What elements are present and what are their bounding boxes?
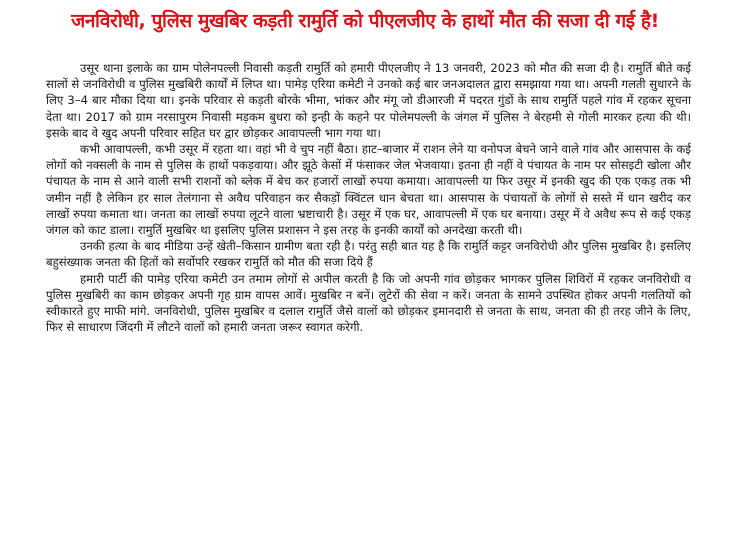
paragraph-4: हमारी पार्टी की पामेड़ एरिया कमेटी उन तमाम लोगों से अपील करती है कि जो अपनी गांव छोड़कर भागकर पुलिस शिविरों में रहकर जनविरोधी व पुलिस मुखबिरी का काम छोड़कर अपनी गृह ग्राम वापस आवें। मुखबिर न बनें। लुटेरों की सेवा न करें। जनता के सामने उपस्थित होकर अपनी गलतियों को स्वीकारते हुए माफी मांगे. जनविरोधी, पुलिस मुखबिर व दलाल रामुर्ति जैसे वालों को छोड़कर इमानदारी से जनता के साथ, जनता की ही तरह जीने के लिए, फिर से साधारण जिंदगी में लौटने वालों को हमारी जनता जरूर स्वागत करेगी. — [46, 271, 692, 335]
document-body — [46, 60, 691, 335]
paragraph-3: उनकी हत्या के बाद मीडिया उन्हें खेती–किसान ग्रामीण बता रही है। परंतु सही बात यह है कि रामुर्ति कट्टर जनविरोधी और पुलिस मुखबिर है। इसलिए बहुसंख्याक जनता की हितों को सर्वोपरि रखकर रामुर्ति को मौत की सजा दिये हैं — [46, 239, 691, 270]
document-title: जनविरोधी, पुलिस मुखबिर कड़ती रामुर्ति को पीएलजीए के हाथों मौत की सजा दी गई है! — [71, 10, 659, 32]
paragraph-1: उसूर थाना इलाके का ग्राम पोलेनपल्ली निवासी कड़ती रामुर्ति को हमारी पीएलजीए ने 13 जनवरी, 2023 को मौत की सजा दी है। रामुर्ति बीते कई सालों से जनविरोधी व पुलिस मुखबिरी कार्यों में लिप्त था। पामेड़ एरिया कमेटी ने उनको कई बार जनअदालत द्वारा समझाया गया था। अपनी गलती सुधारने के लिए 3–4 बार मौका दिया था। इनके परिवार से कड़ती बोरके भीमा, भांकर और मंगू जो डीआरजी में पदरत गुंडों के साथ रामुर्ति पहले गांव में रहकर सूचना देता था। 2017 को ग्राम नरसापुरम निवासी मड़कम बुधरा को इन्ही के कहने पर पोलेमपल्ली के जंगल में पुलिस ने बेरहमी से गोली मारकर हत्या की थी। इसके बाद वे खुद अपनी परिवार सहित घर द्वार छोड़कर आवापल्ली भाग गया था। — [46, 61, 691, 140]
paragraph-2: कभी आवापल्ली, कभी उसूर में रहता था। वहां भी वे चुप नहीं बैठा। हाट–बाजार में राशन लेने या वनोपज बेचने जाने वाले गांव और आसपास के कई लोगों को नक्सली के नाम से पुलिस के हाथों पकड़वाया। और झूठे केसों में फंसाकर जेल भेजवाया। इतना ही नहीं वे पंचायत के नाम पर सोसइटी खोला और पंचायत के नाम से आने वाली सभी राशनों को ब्लेक में बेच कर हजारों लाखों रुपया कमाया। आवापल्ली या फिर उसूर में इनकी खुद की एक एकड़ तक भी जमीन नहीं है लेकिन हर साल तेलंगाना से अवैध परिवाहन कर सैकड़ों क्विंटल धान बेचता था। आसपास के पंचायतों के लोगों से सस्ते में धान खरीद कर लाखों रुपया कमाता था। जनता का लाखों रुपया लूटने वाला भ्रष्टाचारी है। उसूर में एक घर, आवापल्ली में एक घर बनाया। उसूर में वे अवैध रूप से कई एकड़ जंगल को काट डाला। रामुर्ति मुखबिर था इसलिए पुलिस प्रशासन ने इस तरह के इनकी कार्यों को अनदेखा करती थी। — [46, 142, 691, 238]
